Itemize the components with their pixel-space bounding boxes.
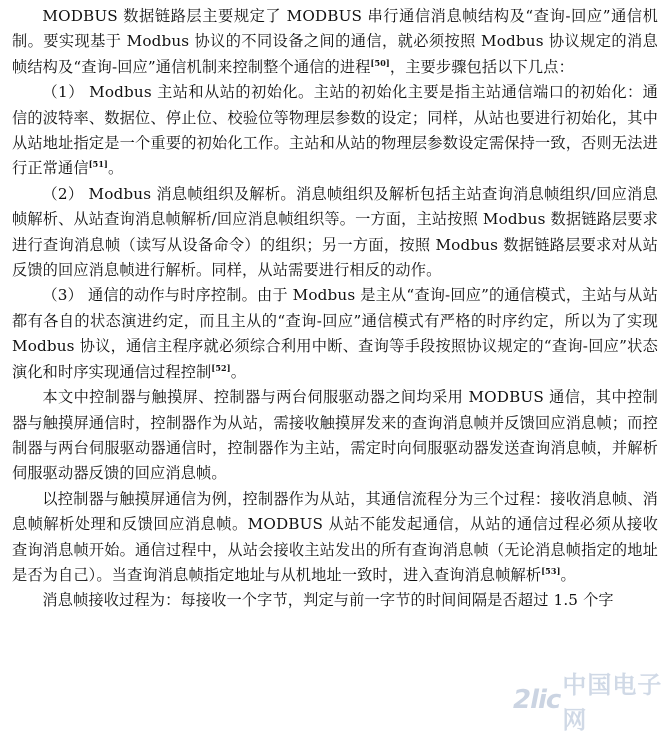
paragraph-text: （1） Modbus 主站和从站的初始化。主站的初始化主要是指主站通信端口的初始化：通信的波特率、数据位、停止位、校验位等物理层参数的设定；同样，从站也要进行初始化，其中从站地址指定是一个重要的初始化工作。主站和从站的物理层参数设定需保持一致，否则无法进行正常通信 (12, 83, 658, 178)
citation-ref: [53] (541, 565, 561, 576)
watermark-text: 中国电子网 (562, 671, 663, 734)
paragraph-text: 本文中控制器与触摸屏、控制器与两台伺服驱动器之间均采用 MODBUS 通信，其中控制器与触摸屏通信时，控制器作为从站，需接收触摸屏发来的查询消息帧并反馈回应消息帧；而控制器与两台伺服驱动器通信时，控制器作为主站，需定时向伺服驱动器发送查询消息帧，并解析伺服驱动器反馈的回应消息帧。 (12, 388, 658, 483)
citation-ref: [50] (370, 57, 390, 68)
citation-ref: [52] (211, 362, 231, 373)
paragraph-tail: 。 (560, 565, 576, 584)
site-watermark (513, 671, 663, 734)
paragraph-tail: ，主要步骤包括以下几点： (389, 57, 574, 76)
paragraph-tail: 。 (230, 362, 247, 381)
paragraph-controller-comm (12, 385, 658, 487)
paragraph-frame-receive (12, 588, 658, 613)
paragraph-text: MODBUS 数据链路层主要规定了 MODBUS 串行通信消息帧结构及“查询-回应”通信机制。要实现基于 Modbus 协议的不同设备之间的通信，就必须按照 Modbus 协议规定的消息帧结构及“查询-回应”通信机制来控制整个通信的进程 (12, 7, 658, 76)
paragraph-text: （3） 通信的动作与时序控制。由于 Modbus 是主从“查询-回应”的通信模式，主站与从站都有各自的状态演进约定，而且主从的“查询-回应”通信模式有严格的时序约定，所以为了实现 Modbus 协议，通信主程序就必须综合利用中断、查询等手段按照协议规定的“查询-回应”状态演化和时序实现通信过程控制 (12, 286, 658, 381)
paragraph-step-3 (12, 283, 658, 385)
paragraph-text: 消息帧接收过程为：每接收一个字节，判定与前一字节的时间间隔是否超过 1.5 个字 (42, 591, 614, 610)
paragraph-step-1 (12, 80, 658, 182)
paragraph-intro (12, 4, 658, 80)
paragraph-touchscreen-example (12, 487, 658, 589)
paragraph-tail: 。 (108, 159, 124, 178)
paragraph-step-2 (12, 182, 658, 284)
document-body (12, 4, 658, 614)
paragraph-text: （2） Modbus 消息帧组织及解析。消息帧组织及解析包括主站查询消息帧组织/回应消息帧解析、从站查询消息帧解析/回应消息帧组织等。一方面，主站按照 Modbus 数据链路层要求进行查询消息帧（读写从设备命令）的组织；另一方面，按照 Modbus 数据链路层要求对从站反馈的回应消息帧进行解析。同样，从站需要进行相反的动作。 (12, 184, 658, 280)
watermark-logo: 2lic (513, 685, 561, 715)
citation-ref: [51] (88, 159, 108, 170)
paragraph-text: 以控制器与触摸屏通信为例，控制器作为从站，其通信流程分为三个过程：接收消息帧、消息帧解析处理和反馈回应消息帧。MODBUS 从站不能发起通信，从站的通信过程必须从接收查询消息帧开始。通信过程中，从站会接收主站发出的所有查询消息帧（无论消息帧指定的地址是否为自己）。当查询消息帧指定地址与从机地址一致时，进入查询消息帧解析 (12, 489, 658, 584)
